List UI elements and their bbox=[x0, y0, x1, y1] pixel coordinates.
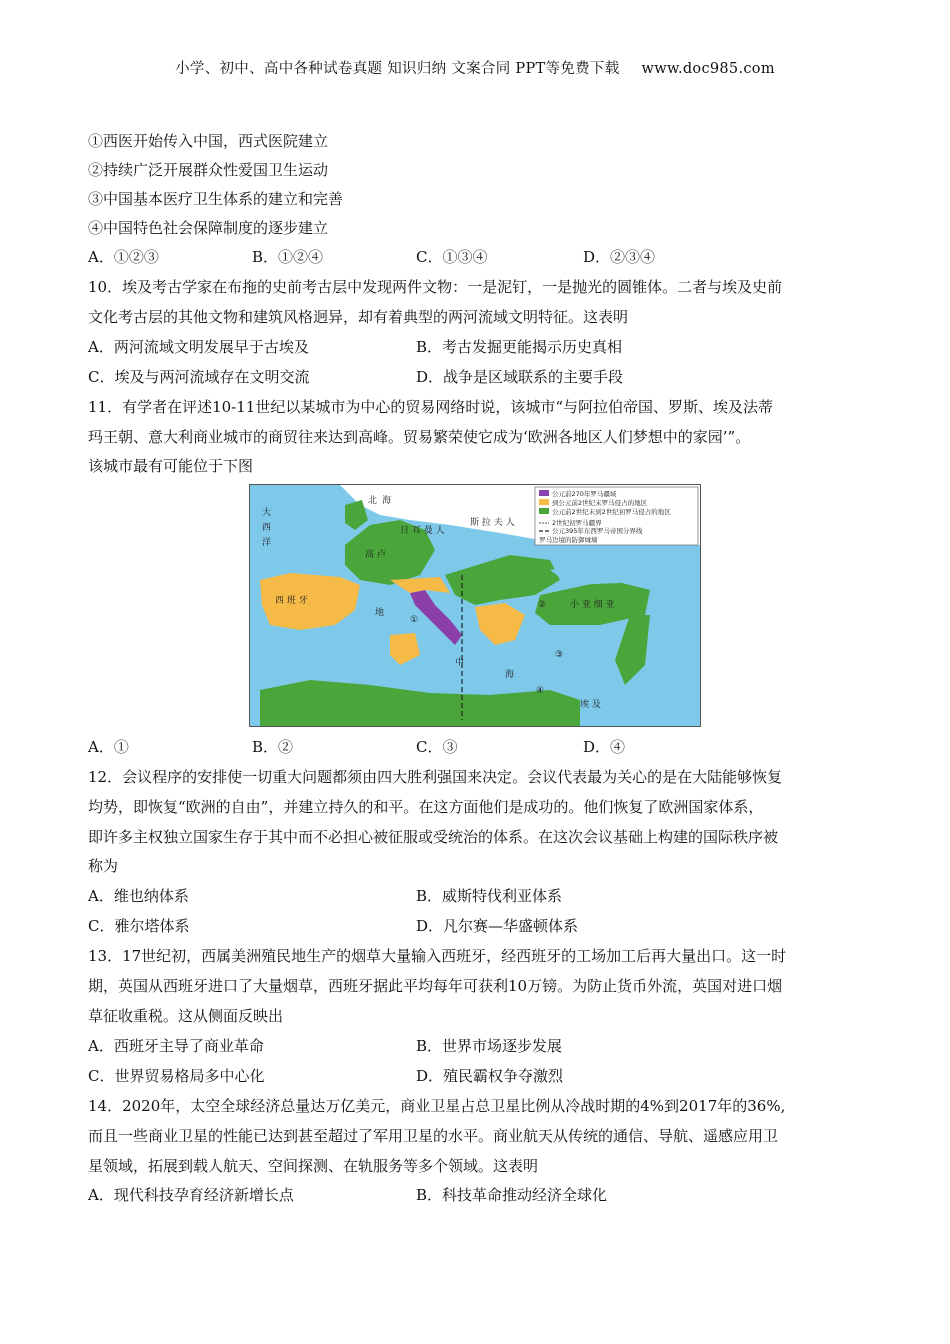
header-url[interactable]: www.doc985.com bbox=[641, 61, 775, 77]
q10-option-c[interactable]: C．埃及与两河流域存在文明交流 bbox=[88, 368, 310, 386]
q12-option-b[interactable]: B．威斯特伐利亚体系 bbox=[416, 887, 563, 905]
q11-option-a[interactable]: A．① bbox=[88, 738, 129, 756]
q10-stem-line-1: 10．埃及考古学家在布拖的史前考古层中发现两件文物：一是泥钉，一是抛光的圆锥体。二者与埃及史前 bbox=[88, 278, 783, 296]
map-marker-2: ② bbox=[538, 600, 547, 610]
map-label-2: 西 bbox=[262, 523, 272, 533]
header-text: 小学、初中、高中各种试卷真题 知识归纳 文案合同 PPT等免费下载 bbox=[175, 61, 620, 77]
map-label-12: 海 bbox=[505, 670, 515, 680]
map-legend-1: 公元前270年罗马疆域 bbox=[552, 490, 617, 498]
map-legend-3: 公元前2世纪末到2世纪初罗马侵占的地区 bbox=[552, 508, 671, 516]
q13-option-a[interactable]: A．西班牙主导了商业革命 bbox=[88, 1037, 264, 1055]
map-label-11: 中 bbox=[455, 658, 465, 668]
map-region-levant bbox=[615, 615, 650, 685]
q9-item-1: ①西医开始传入中国，西式医院建立 bbox=[88, 132, 329, 150]
map-region-greece bbox=[475, 603, 525, 645]
map-label-13: 小 亚 细 亚 bbox=[570, 600, 615, 610]
q13-stem-line-3: 草征收重税。这从侧面反映出 bbox=[88, 1007, 284, 1025]
map-label-14: 埃 及 bbox=[580, 700, 601, 710]
q9-option-a[interactable]: A．①②③ bbox=[88, 248, 159, 266]
q11-stem-line-3: 该城市最有可能位于下图 bbox=[88, 457, 254, 475]
q13-option-c[interactable]: C．世界贸易格局多中心化 bbox=[88, 1067, 265, 1085]
q10-option-b[interactable]: B．考古发掘更能揭示历史真相 bbox=[416, 338, 623, 356]
map-label-5: 海 bbox=[382, 496, 392, 506]
map-black-sea bbox=[550, 560, 640, 585]
q9-option-d[interactable]: D．②③④ bbox=[583, 248, 656, 266]
q14-stem-line-3: 星领域，拓展到载人航天、空间探测、在轨服务等多个领域。这表明 bbox=[88, 1157, 539, 1175]
map-svg bbox=[250, 485, 700, 726]
q14-stem-line-1: 14．2020年，太空全球经济总量达万亿美元，商业卫星占总卫星比例从冷战时期的4%到2017年的36%, bbox=[88, 1097, 786, 1115]
map-legend-5: 公元395年东西罗马帝国分界线 bbox=[552, 527, 643, 535]
map-label-4: 北 bbox=[368, 496, 378, 506]
map-marker-3: ③ bbox=[555, 650, 564, 660]
q12-stem-line-4: 称为 bbox=[88, 857, 119, 875]
q11-stem-line-2: 玛王朝、意大利商业城市的商贸往来达到高峰。贸易繁荣使它成为‘欧洲各地区人们梦想中的家园’”。 bbox=[88, 428, 751, 446]
q13-option-d[interactable]: D．殖民霸权争夺激烈 bbox=[416, 1067, 564, 1085]
q14-option-a[interactable]: A．现代科技孕育经济新增长点 bbox=[88, 1186, 294, 1204]
q12-stem-line-3: 即许多主权独立国家生存于其中而不必担心被征服或受统治的体系。在这次会议基础上构建的国际秩序被 bbox=[88, 828, 779, 846]
map-legend-6: 罗马边境的防御城墙 bbox=[539, 536, 598, 544]
q9-option-c[interactable]: C．①③④ bbox=[416, 248, 488, 266]
map-label-1: 大 bbox=[262, 508, 272, 518]
map-label-6: 日 耳 曼 人 bbox=[400, 526, 445, 536]
q9-option-b[interactable]: B．①②④ bbox=[252, 248, 324, 266]
page-header bbox=[0, 57, 950, 78]
map-region-carthage bbox=[390, 633, 420, 665]
q13-stem-line-1: 13．17世纪初，西属美洲殖民地生产的烟草大量输入西班牙，经西班牙的工场加工后再大量出口。这一时 bbox=[88, 947, 787, 965]
q9-item-2: ②持续广泛开展群众性爱国卫生运动 bbox=[88, 161, 329, 179]
q12-stem-line-1: 12．会议程序的安排使一切重大问题都须由四大胜利强国来决定。会议代表最为关心的是在大陆能够恢复 bbox=[88, 768, 783, 786]
q11-stem-line-1: 11．有学者在评述10-11世纪以某城市为中心的贸易网络时说，该城市“与阿拉伯帝国、罗斯、埃及法蒂 bbox=[88, 398, 774, 416]
map-marker-4: ④ bbox=[536, 686, 545, 696]
q11-option-d[interactable]: D．④ bbox=[583, 738, 626, 756]
map-marker-1: ① bbox=[410, 615, 419, 625]
q13-stem-line-2: 期，英国从西班牙进口了大量烟草，西班牙据此平均每年可获利10万镑。为防止货币外流，英国对进口烟 bbox=[88, 977, 783, 995]
map-label-10: 地 bbox=[375, 608, 385, 618]
map-label-8: 高 卢 bbox=[365, 550, 386, 560]
q9-item-3: ③中国基本医疗卫生体系的建立和完善 bbox=[88, 190, 344, 208]
map-legend-2: 到公元前2世纪末罗马侵占的地区 bbox=[552, 499, 648, 507]
q14-stem-line-2: 而且一些商业卫星的性能已达到甚至超过了军用卫星的水平。商业航天从传统的通信、导航、遥感应用卫 bbox=[88, 1127, 779, 1145]
q11-option-b[interactable]: B．② bbox=[252, 738, 294, 756]
q10-option-a[interactable]: A．两河流域文明发展早于古埃及 bbox=[88, 338, 309, 356]
map-label-9: 西 班 牙 bbox=[275, 596, 308, 606]
q12-option-d[interactable]: D．凡尔赛—华盛顿体系 bbox=[416, 917, 579, 935]
q12-option-c[interactable]: C．雅尔塔体系 bbox=[88, 917, 190, 935]
roman-empire-map bbox=[249, 484, 701, 727]
q13-option-b[interactable]: B．世界市场逐步发展 bbox=[416, 1037, 563, 1055]
map-land-africa bbox=[260, 680, 580, 726]
q10-stem-line-2: 文化考古层的其他文物和建筑风格迥异，却有着典型的两河流域文明特征。这表明 bbox=[88, 308, 629, 326]
map-label-7: 斯 拉 夫 人 bbox=[470, 518, 515, 528]
q12-option-a[interactable]: A．维也纳体系 bbox=[88, 887, 189, 905]
q11-option-c[interactable]: C．③ bbox=[416, 738, 458, 756]
map-legend-4: 2世纪初罗马疆界 bbox=[552, 519, 602, 527]
q14-option-b[interactable]: B．科技革命推动经济全球化 bbox=[416, 1186, 608, 1204]
q10-option-d[interactable]: D．战争是区域联系的主要手段 bbox=[416, 368, 624, 386]
q12-stem-line-2: 均势，即恢复“欧洲的自由”，并建立持久的和平。在这方面他们是成功的。他们恢复了欧洲国家体系， bbox=[88, 798, 764, 816]
map-label-3: 洋 bbox=[262, 538, 272, 548]
q9-item-4: ④中国特色社会保障制度的逐步建立 bbox=[88, 219, 329, 237]
